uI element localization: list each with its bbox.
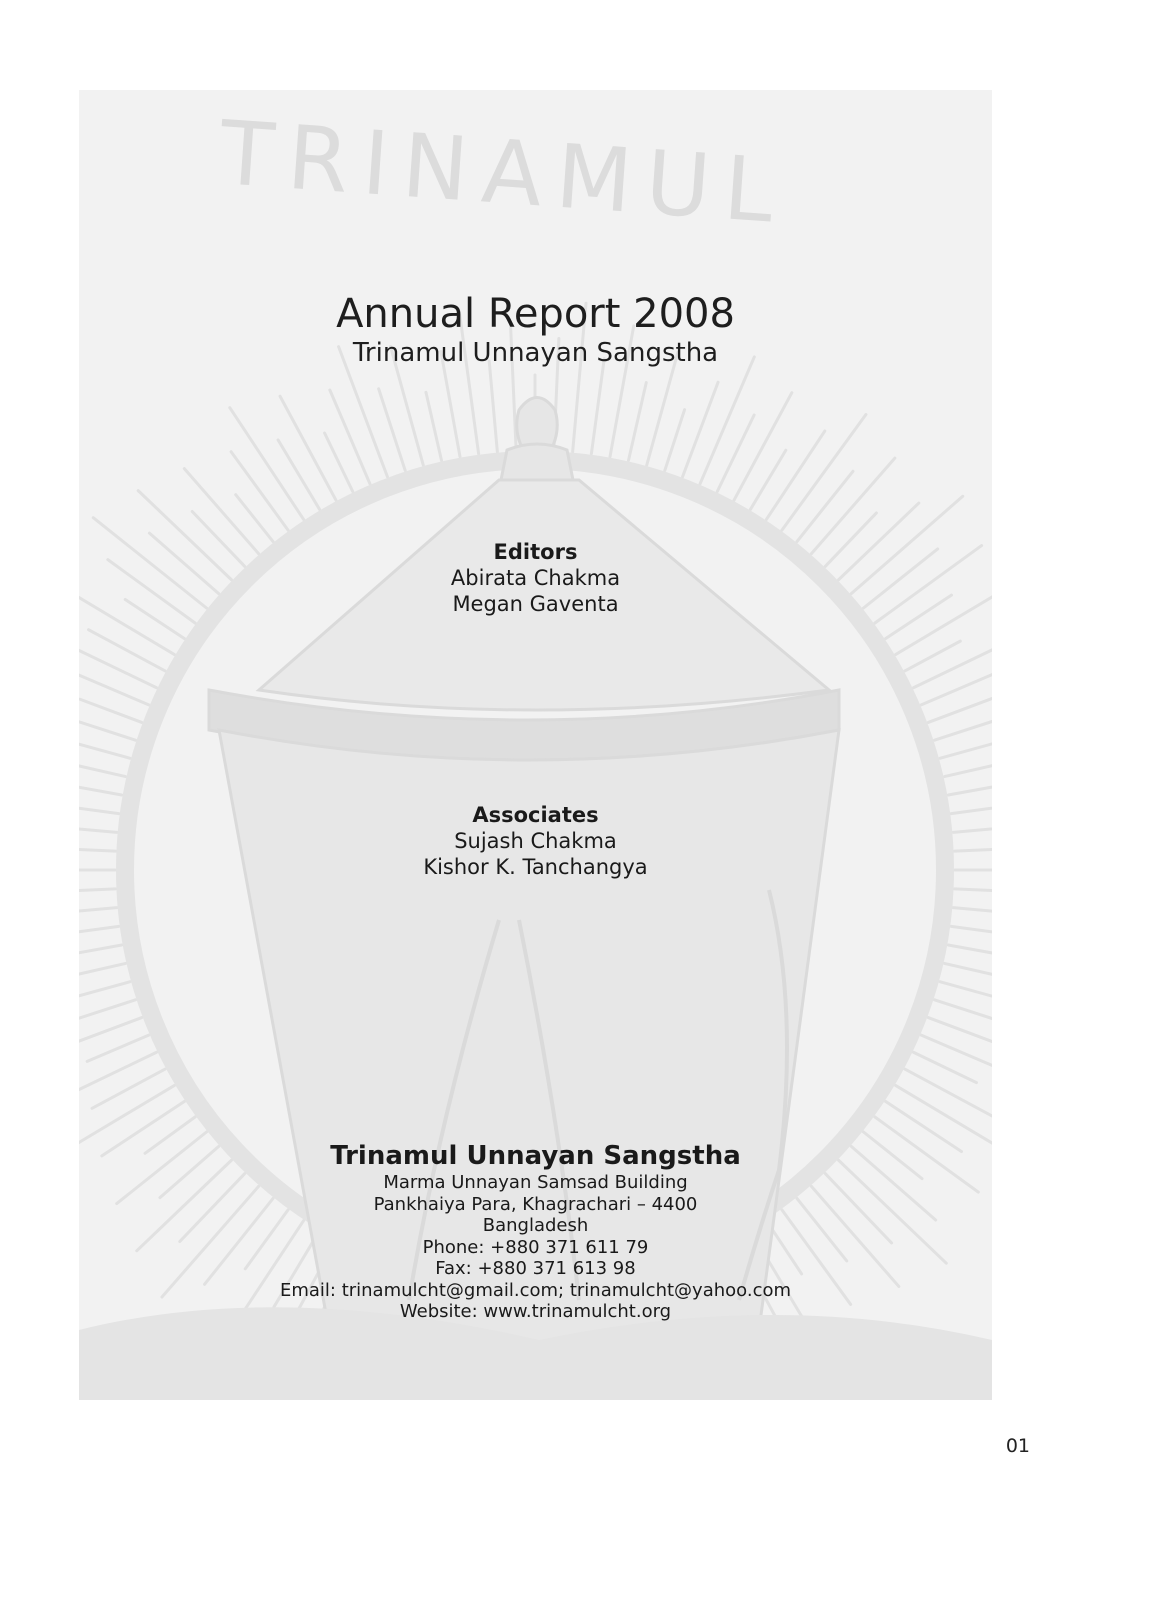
page-subtitle: Trinamul Unnayan Sangstha xyxy=(352,338,719,368)
sun-ray-stroke xyxy=(79,889,115,893)
sun-ray-stroke xyxy=(905,1069,992,1120)
sun-ray-stroke xyxy=(766,431,824,519)
page-number: 01 xyxy=(1005,1435,1030,1457)
sun-ray-stroke xyxy=(953,908,992,920)
sun-ray-stroke xyxy=(665,410,685,471)
editors-section xyxy=(79,539,992,617)
editor-name: Abirata Chakma xyxy=(450,566,621,590)
sun-ray-stroke xyxy=(79,982,130,1005)
sun-ray-stroke xyxy=(944,963,992,977)
sun-ray-stroke xyxy=(489,361,497,452)
address-line: Pankhaiya Para, Khagrachari – 4400 xyxy=(373,1193,698,1215)
sun-ray-stroke xyxy=(79,736,130,758)
sun-ray-stroke xyxy=(87,1035,149,1061)
sun-ray-stroke xyxy=(280,396,336,500)
fax-line: Fax: +880 371 613 98 xyxy=(435,1258,636,1279)
sun-ray-stroke xyxy=(330,390,370,484)
sun-ray-stroke xyxy=(278,440,320,510)
sun-ray-stroke xyxy=(79,778,122,795)
sun-ray-stroke xyxy=(231,452,288,530)
associates-section xyxy=(79,802,992,880)
sun-ray-stroke xyxy=(89,630,166,671)
sun-ray-stroke xyxy=(700,357,754,484)
sun-ray-stroke xyxy=(717,415,754,492)
sun-ray-stroke xyxy=(379,389,406,471)
sun-ray-stroke xyxy=(92,1069,165,1108)
editors-heading: Editors xyxy=(493,540,578,564)
sun-ray-stroke xyxy=(426,392,442,460)
organization-contact-block xyxy=(79,1140,992,1323)
sun-ray-stroke xyxy=(683,382,718,477)
sun-ray-stroke xyxy=(797,471,853,541)
associate-name: Sujash Chakma xyxy=(454,829,617,853)
page-title: Annual Report 2008 xyxy=(336,291,735,337)
address-line: Bangladesh xyxy=(482,1215,589,1236)
sun-ray-stroke xyxy=(79,945,122,958)
sun-ray-stroke xyxy=(79,664,149,704)
sun-ray-stroke xyxy=(79,1018,142,1055)
watermark-logo-text: TRINAMUL xyxy=(216,101,791,244)
email-line: Email: trinamulcht@gmail.com; trinamulcht@yahoo.com xyxy=(279,1279,792,1301)
organization-name: Trinamul Unnayan Sangstha xyxy=(330,1141,741,1171)
phone-line: Phone: +880 371 611 79 xyxy=(422,1236,649,1258)
sun-ray-stroke xyxy=(940,740,992,758)
editor-name: Megan Gaventa xyxy=(452,592,619,616)
sun-ray-stroke xyxy=(944,753,992,776)
sun-ray-stroke xyxy=(80,699,142,722)
sun-ray-stroke xyxy=(591,359,604,454)
sun-ray-stroke xyxy=(79,963,126,991)
associates-heading: Associates xyxy=(472,803,599,827)
sun-ray-stroke xyxy=(325,433,353,492)
address-line: Marma Unnayan Samsad Building xyxy=(383,1172,688,1193)
sun-ray-stroke xyxy=(951,926,992,937)
sun-ray-stroke xyxy=(628,383,646,461)
sun-ray-stroke xyxy=(955,889,992,893)
sun-ray-stroke xyxy=(79,908,117,921)
sun-ray-stroke xyxy=(921,1035,992,1083)
sun-ray-stroke xyxy=(948,945,992,966)
associate-name: Kishor K. Tanchangya xyxy=(423,855,648,879)
sun-ray-stroke xyxy=(734,393,792,500)
sun-ray-stroke xyxy=(79,926,119,941)
sun-ray-stroke xyxy=(934,1000,992,1043)
website-line: Website: www.trinamulcht.org xyxy=(399,1301,672,1322)
